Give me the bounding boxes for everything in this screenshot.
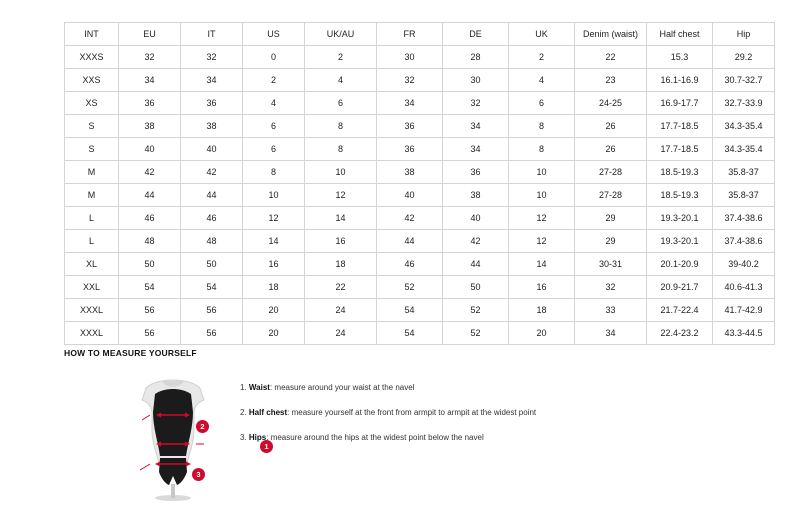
cell-int: S bbox=[65, 115, 119, 138]
cell-uk-au: 2 bbox=[305, 46, 377, 69]
how-to-measure-title: HOW TO MEASURE YOURSELF bbox=[64, 348, 197, 358]
cell-de: 50 bbox=[443, 276, 509, 299]
cell-int: XL bbox=[65, 253, 119, 276]
cell-denim-waist: 29 bbox=[575, 207, 647, 230]
cell-hip: 41.7-42.9 bbox=[713, 299, 775, 322]
cell-denim-waist: 22 bbox=[575, 46, 647, 69]
cell-denim-waist: 26 bbox=[575, 115, 647, 138]
column-header-de: DE bbox=[443, 23, 509, 46]
cell-us: 8 bbox=[243, 161, 305, 184]
column-header-eu: EU bbox=[119, 23, 181, 46]
column-header-it: IT bbox=[181, 23, 243, 46]
cell-it: 40 bbox=[181, 138, 243, 161]
cell-fr: 32 bbox=[377, 69, 443, 92]
cell-half-chest: 18.5-19.3 bbox=[647, 161, 713, 184]
cell-de: 42 bbox=[443, 230, 509, 253]
cell-uk: 10 bbox=[509, 184, 575, 207]
cell-de: 52 bbox=[443, 299, 509, 322]
cell-half-chest: 16.9-17.7 bbox=[647, 92, 713, 115]
cell-uk: 16 bbox=[509, 276, 575, 299]
cell-hip: 32.7-33.9 bbox=[713, 92, 775, 115]
cell-int: XS bbox=[65, 92, 119, 115]
cell-it: 48 bbox=[181, 230, 243, 253]
how-to-measure-section bbox=[64, 348, 744, 508]
step-term-waist: Waist bbox=[248, 383, 270, 392]
table-row bbox=[65, 138, 775, 161]
cell-uk-au: 24 bbox=[305, 299, 377, 322]
table-row bbox=[65, 322, 775, 345]
cell-it: 56 bbox=[181, 299, 243, 322]
cell-uk: 10 bbox=[509, 161, 575, 184]
cell-half-chest: 15.3 bbox=[647, 46, 713, 69]
cell-hip: 40.6-41.3 bbox=[713, 276, 775, 299]
cell-uk: 18 bbox=[509, 299, 575, 322]
cell-us: 16 bbox=[243, 253, 305, 276]
cell-hip: 29.2 bbox=[713, 46, 775, 69]
badge-3: 3 bbox=[192, 468, 205, 481]
cell-denim-waist: 24-25 bbox=[575, 92, 647, 115]
cell-uk-au: 12 bbox=[305, 184, 377, 207]
cell-us: 0 bbox=[243, 46, 305, 69]
cell-hip: 30.7-32.7 bbox=[713, 69, 775, 92]
cell-eu: 54 bbox=[119, 276, 181, 299]
cell-us: 6 bbox=[243, 138, 305, 161]
step-text-hips: : measure around the hips at the widest point below the navel bbox=[266, 433, 484, 442]
cell-denim-waist: 27-28 bbox=[575, 161, 647, 184]
cell-half-chest: 19.3-20.1 bbox=[647, 230, 713, 253]
table-row bbox=[65, 92, 775, 115]
table-row bbox=[65, 161, 775, 184]
cell-int: S bbox=[65, 138, 119, 161]
cell-fr: 52 bbox=[377, 276, 443, 299]
cell-int: XXS bbox=[65, 69, 119, 92]
cell-fr: 40 bbox=[377, 184, 443, 207]
cell-int: XXL bbox=[65, 276, 119, 299]
cell-it: 50 bbox=[181, 253, 243, 276]
cell-fr: 46 bbox=[377, 253, 443, 276]
cell-it: 44 bbox=[181, 184, 243, 207]
cell-fr: 30 bbox=[377, 46, 443, 69]
cell-int: L bbox=[65, 207, 119, 230]
cell-half-chest: 19.3-20.1 bbox=[647, 207, 713, 230]
cell-denim-waist: 30-31 bbox=[575, 253, 647, 276]
cell-half-chest: 17.7-18.5 bbox=[647, 115, 713, 138]
cell-denim-waist: 34 bbox=[575, 322, 647, 345]
cell-uk-au: 6 bbox=[305, 92, 377, 115]
cell-fr: 36 bbox=[377, 138, 443, 161]
cell-us: 12 bbox=[243, 207, 305, 230]
table-row bbox=[65, 184, 775, 207]
cell-us: 20 bbox=[243, 322, 305, 345]
table-row bbox=[65, 207, 775, 230]
column-header-uk: UK bbox=[509, 23, 575, 46]
cell-uk-au: 14 bbox=[305, 207, 377, 230]
cell-eu: 50 bbox=[119, 253, 181, 276]
cell-half-chest: 20.9-21.7 bbox=[647, 276, 713, 299]
cell-de: 30 bbox=[443, 69, 509, 92]
cell-denim-waist: 26 bbox=[575, 138, 647, 161]
cell-fr: 42 bbox=[377, 207, 443, 230]
cell-uk: 8 bbox=[509, 138, 575, 161]
cell-uk-au: 8 bbox=[305, 115, 377, 138]
cell-de: 34 bbox=[443, 138, 509, 161]
cell-denim-waist: 32 bbox=[575, 276, 647, 299]
cell-fr: 54 bbox=[377, 299, 443, 322]
cell-fr: 34 bbox=[377, 92, 443, 115]
cell-eu: 42 bbox=[119, 161, 181, 184]
measure-step-waist bbox=[240, 382, 740, 394]
cell-us: 14 bbox=[243, 230, 305, 253]
cell-uk-au: 10 bbox=[305, 161, 377, 184]
cell-us: 18 bbox=[243, 276, 305, 299]
cell-de: 36 bbox=[443, 161, 509, 184]
cell-uk-au: 4 bbox=[305, 69, 377, 92]
cell-eu: 44 bbox=[119, 184, 181, 207]
cell-hip: 34.3-35.4 bbox=[713, 138, 775, 161]
cell-uk: 14 bbox=[509, 253, 575, 276]
cell-fr: 54 bbox=[377, 322, 443, 345]
step-text-waist: : measure around your waist at the navel bbox=[269, 383, 415, 392]
cell-it: 56 bbox=[181, 322, 243, 345]
cell-uk-au: 22 bbox=[305, 276, 377, 299]
column-header-uk-au: UK/AU bbox=[305, 23, 377, 46]
cell-int: XXXL bbox=[65, 322, 119, 345]
table-row bbox=[65, 115, 775, 138]
cell-us: 6 bbox=[243, 115, 305, 138]
column-header-int: INT bbox=[65, 23, 119, 46]
column-header-hip: Hip bbox=[713, 23, 775, 46]
cell-uk: 12 bbox=[509, 230, 575, 253]
cell-half-chest: 22.4-23.2 bbox=[647, 322, 713, 345]
table-row bbox=[65, 46, 775, 69]
table-row bbox=[65, 299, 775, 322]
column-header-us: US bbox=[243, 23, 305, 46]
cell-hip: 37.4-38.6 bbox=[713, 230, 775, 253]
cell-uk: 6 bbox=[509, 92, 575, 115]
cell-uk: 12 bbox=[509, 207, 575, 230]
cell-half-chest: 16.1-16.9 bbox=[647, 69, 713, 92]
table-header-row bbox=[65, 23, 775, 46]
cell-half-chest: 17.7-18.5 bbox=[647, 138, 713, 161]
step-term-half-chest: Half chest bbox=[248, 408, 288, 417]
cell-half-chest: 21.7-22.4 bbox=[647, 299, 713, 322]
cell-us: 10 bbox=[243, 184, 305, 207]
cell-denim-waist: 33 bbox=[575, 299, 647, 322]
measure-steps-list bbox=[240, 382, 740, 457]
cell-de: 32 bbox=[443, 92, 509, 115]
cell-eu: 40 bbox=[119, 138, 181, 161]
cell-hip: 43.3-44.5 bbox=[713, 322, 775, 345]
column-header-half-chest: Half chest bbox=[647, 23, 713, 46]
cell-eu: 56 bbox=[119, 299, 181, 322]
table-row bbox=[65, 69, 775, 92]
cell-it: 42 bbox=[181, 161, 243, 184]
cell-uk: 4 bbox=[509, 69, 575, 92]
cell-eu: 32 bbox=[119, 46, 181, 69]
badge-1: 1 bbox=[260, 440, 273, 453]
cell-denim-waist: 23 bbox=[575, 69, 647, 92]
cell-it: 34 bbox=[181, 69, 243, 92]
cell-it: 36 bbox=[181, 92, 243, 115]
cell-de: 38 bbox=[443, 184, 509, 207]
cell-de: 52 bbox=[443, 322, 509, 345]
size-chart-table bbox=[64, 22, 775, 345]
cell-int: M bbox=[65, 161, 119, 184]
cell-us: 2 bbox=[243, 69, 305, 92]
cell-eu: 46 bbox=[119, 207, 181, 230]
table-body bbox=[65, 46, 775, 345]
cell-denim-waist: 27-28 bbox=[575, 184, 647, 207]
cell-it: 32 bbox=[181, 46, 243, 69]
cell-uk-au: 24 bbox=[305, 322, 377, 345]
cell-half-chest: 18.5-19.3 bbox=[647, 184, 713, 207]
size-chart-container bbox=[64, 22, 763, 345]
cell-int: L bbox=[65, 230, 119, 253]
step-term-hips: Hips bbox=[248, 433, 267, 442]
step-number-3: 3. bbox=[240, 433, 247, 442]
table-header bbox=[65, 23, 775, 46]
cell-uk-au: 18 bbox=[305, 253, 377, 276]
cell-fr: 36 bbox=[377, 115, 443, 138]
cell-uk-au: 16 bbox=[305, 230, 377, 253]
cell-de: 34 bbox=[443, 115, 509, 138]
step-text-half-chest: : measure yourself at the front from armpit to armpit at the widest point bbox=[287, 408, 537, 417]
cell-int: XXXS bbox=[65, 46, 119, 69]
cell-eu: 36 bbox=[119, 92, 181, 115]
cell-eu: 48 bbox=[119, 230, 181, 253]
cell-hip: 35.8-37 bbox=[713, 184, 775, 207]
cell-it: 54 bbox=[181, 276, 243, 299]
badge-2: 2 bbox=[196, 420, 209, 433]
cell-it: 46 bbox=[181, 207, 243, 230]
measure-step-half-chest bbox=[240, 407, 740, 419]
cell-eu: 56 bbox=[119, 322, 181, 345]
cell-uk: 8 bbox=[509, 115, 575, 138]
measure-step-hips bbox=[240, 432, 740, 444]
cell-de: 28 bbox=[443, 46, 509, 69]
cell-int: XXXL bbox=[65, 299, 119, 322]
cell-uk: 2 bbox=[509, 46, 575, 69]
cell-hip: 37.4-38.6 bbox=[713, 207, 775, 230]
cell-eu: 34 bbox=[119, 69, 181, 92]
cell-uk: 20 bbox=[509, 322, 575, 345]
cell-us: 20 bbox=[243, 299, 305, 322]
step-number-1: 1. bbox=[240, 383, 247, 392]
cell-fr: 44 bbox=[377, 230, 443, 253]
cell-it: 38 bbox=[181, 115, 243, 138]
table-row bbox=[65, 230, 775, 253]
cell-half-chest: 20.1-20.9 bbox=[647, 253, 713, 276]
cell-de: 44 bbox=[443, 253, 509, 276]
table-row bbox=[65, 253, 775, 276]
cell-hip: 35.8-37 bbox=[713, 161, 775, 184]
cell-hip: 39-40.2 bbox=[713, 253, 775, 276]
cell-us: 4 bbox=[243, 92, 305, 115]
cell-hip: 34.3-35.4 bbox=[713, 115, 775, 138]
column-header-fr: FR bbox=[377, 23, 443, 46]
step-number-2: 2. bbox=[240, 408, 247, 417]
cell-eu: 38 bbox=[119, 115, 181, 138]
cell-int: M bbox=[65, 184, 119, 207]
how-to-measure-body bbox=[64, 368, 744, 508]
column-header-denim-waist: Denim (waist) bbox=[575, 23, 647, 46]
cell-fr: 38 bbox=[377, 161, 443, 184]
cell-de: 40 bbox=[443, 207, 509, 230]
cell-uk-au: 8 bbox=[305, 138, 377, 161]
cell-denim-waist: 29 bbox=[575, 230, 647, 253]
table-row bbox=[65, 276, 775, 299]
